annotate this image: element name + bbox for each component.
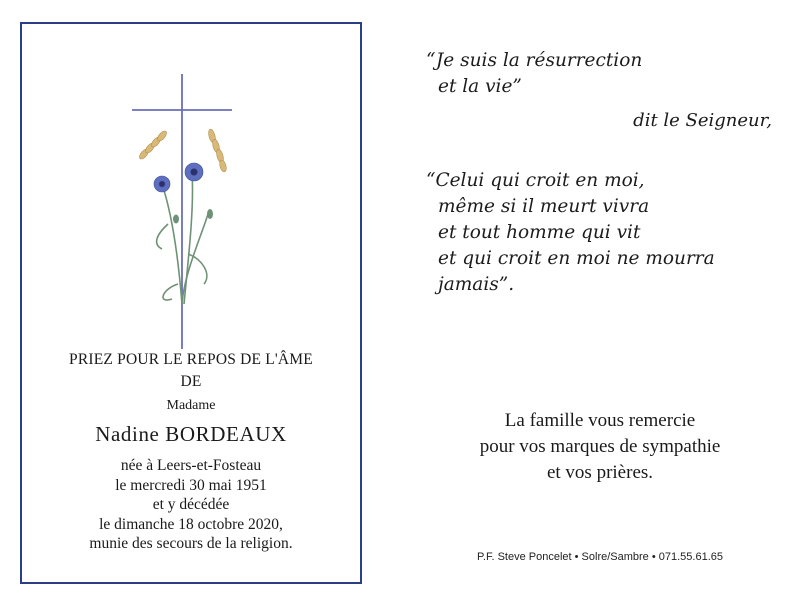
detail-line: et y décédée — [152, 496, 230, 513]
quote-line: et qui croit en moi ne mourra — [438, 248, 715, 269]
title-label: Madame — [166, 398, 216, 413]
thanks-line: pour vos marques de sympathie — [479, 436, 721, 457]
family-thanks — [400, 408, 800, 486]
prayer-line-1: PRIEZ POUR LE REPOS DE L'ÂME — [69, 351, 313, 368]
quote-line: “Je suis la résurrection — [426, 50, 643, 71]
detail-line: le mercredi 30 mai 1951 — [115, 476, 267, 494]
resurrection-quote — [426, 48, 642, 100]
memorial-card — [20, 22, 362, 584]
verse-panel — [400, 0, 800, 610]
quote-line: et tout homme qui vit — [438, 222, 641, 243]
quote-line: “Celui qui croit en moi, — [426, 170, 645, 191]
quote-line: même si il meurt vivra — [438, 196, 650, 217]
attribution: dit le Seigneur, — [633, 110, 772, 131]
cross-with-cornflowers-and-wheat-icon — [132, 74, 252, 354]
prayer-line-2: DE — [180, 373, 202, 390]
thanks-line: La famille vous remercie — [504, 410, 696, 431]
quote-line: et la vie” — [438, 76, 522, 97]
prayer-heading — [22, 349, 360, 393]
belief-quote — [426, 168, 715, 298]
detail-line: le dimanche 18 octobre 2020, — [99, 515, 283, 533]
thanks-line: et vos prières. — [546, 462, 654, 483]
detail-line: munie des secours de la religion. — [89, 535, 293, 552]
quote-line: jamais”. — [438, 274, 515, 295]
birth-death-details — [22, 456, 360, 554]
funeral-home-footer: P.F. Steve Poncelet • Solre/Sambre • 071.55.61.65 — [477, 551, 723, 563]
detail-line: née à Leers-et-Fosteau — [120, 457, 262, 474]
deceased-name: Nadine BORDEAUX — [95, 422, 287, 446]
